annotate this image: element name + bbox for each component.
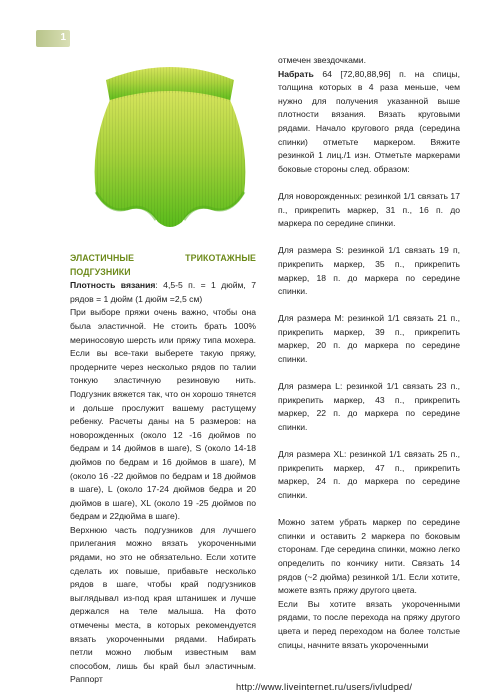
cast-on-label: Набрать: [278, 68, 314, 79]
newborn-instructions: Для новорожденных: резинкой 1/1 связать 17 п., прикрепить маркер, 31 п., 16 п. до маркера по середине спинки.: [278, 190, 460, 229]
size-l-instructions: Для размера L: резинкой 1/1 связать 23 п., прикрепить маркер, 43 п., прикрепить маркер, 22 п. до маркера по середине спинки.: [278, 381, 460, 433]
size-m-instructions: Для размера M: резинкой 1/1 связать 21 п., прикрепить маркер, 39 п., прикрепить маркер, 20 п. до маркера по середине спинки.: [278, 313, 460, 365]
page-number-badge: [36, 30, 70, 47]
marker-note-paragraph: Можно затем убрать маркер по середине спинки и оставить 2 маркера по боковым сторонам. Где середина спинки, можно легко определить по кончику нити. Связать 14 рядов (~2 дюйма) резинкой 1/1. Если хотите, можете взять пряжу другого цвета.: [278, 517, 460, 596]
right-column: [278, 54, 460, 652]
page-number: 1: [60, 32, 66, 43]
cast-on-paragraph: [278, 68, 460, 177]
gauge-text: : 4,5-5 п. = 1 дюйм, 7 рядов = 1 дюйм (1 дюйм =2,5 см): [70, 280, 256, 304]
intro-line: отмечен звездочками.: [278, 55, 366, 65]
gauge-label: Плотность вязания: [70, 280, 156, 291]
short-rows-paragraph: Если Вы хотите вязать укороченными рядами, то после перехода на пряжу другого цвета и перед переходом на более толстые спицы, начните вязать укороченными: [278, 598, 460, 650]
size-s-instructions: Для размера S: резинкой 1/1 связать 19 п, прикрепить маркер, 35 п., прикрепить маркер, 18 п. до маркера по середине спинки.: [278, 245, 460, 297]
left-column: [70, 252, 256, 687]
gauge-paragraph: [70, 279, 256, 306]
size-xl-instructions: Для размера XL: резинкой 1/1 связать 25 п., прикрепить маркер, 47 п., прикрепить маркер, 24 п. до маркера по середине спинки.: [278, 449, 460, 500]
knitted-diaper-cover-photo: [84, 54, 256, 250]
source-url: http://www.liveinternet.ru/users/ivludped/: [236, 681, 413, 692]
yarn-paragraph: При выборе пряжи очень важно, чтобы она была эластичной. Не стоить брать 100% мериносовую шерсть или пряжу типа мохера. Если вы все-таки выберете такую пряжу, продерните через несколько рядов по талии тонкую эластичную резиновую нить. Подгузник вяжется так, что он хорошо тянется и дольше прослужит вашему растущему ребенку. Расчеты даны на 5 размеров: на новорожденных (около 12 -16 дюймов по бедрам и 14 дюймов в шаге), S (около 14-18 дюймов по бедрам и 16 дюймов в шаге), M (около 16 -22 дюймов по бедрам и 18 дюймов в шаге), L (около 17-24 дюймов бедра и 20 дюймов в шаге), XL (около 19 -25 дюймов по бедрам и 22дюйма в шаге).: [70, 307, 256, 522]
article-title: ЭЛАСТИЧНЫЕ ТРИКОТАЖНЫЕ ПОДГУЗНИКИ: [70, 253, 256, 277]
cast-on-text: 64 [72,80,88,96] п. на спицы, толщина которых в 4 раза меньше, чем нужно для получения указанной выше плотности вязания. Вязать круговыми рядами. Начало кругового ряда (середина спинки) отметьте маркером. Вяжите резинкой 1 лиц./1 изн. Отметьте маркерами боковые стороны след. образом:: [278, 68, 460, 174]
short-rows-intro-paragraph: Верхнюю часть подгузников для лучшего прилегания можно вязать укороченными рядами, но это не обязательно. Если хотите сделать их повыше, прибавьте несколько рядов в шаге, чтобы край подгузников выглядывал из-под края штанишек и лучше держался на теле малыша. На фото отмечены места, в которых рекомендуется вязать укороченными рядами. Набирать петли можно любым известным вам способом, лишь бы край был эластичным. Раппорт: [70, 524, 256, 685]
